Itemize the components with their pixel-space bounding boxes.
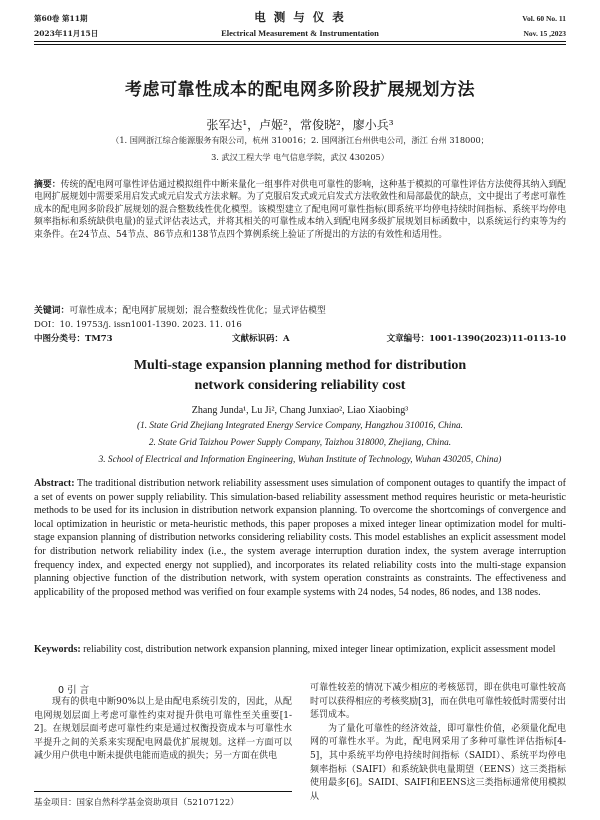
authors-cn: 张军达¹，卢姬²，常俊晓²，廖小兵³ <box>206 118 394 132</box>
affiliation-cn-1: （1. 国网浙江综合能源服务有限公司，杭州 310016；2. 国网浙江台州供电公司，浙江 台州 318000； <box>111 135 489 145</box>
header-journal-en: Electrical Measurement & Instrumentation <box>221 28 379 38</box>
section-heading-intro: 0 引 言 <box>58 685 90 696</box>
authors-en: Zhang Junda¹, Lu Ji², Chang Junxiao², Liao Xiaobing³ <box>191 405 409 416</box>
keywords-cn-label: 关键词： <box>34 306 70 316</box>
intro-right-column <box>310 682 566 804</box>
affiliation-en-3: 3. School of Electrical and Information Engineering, Wuhan Institute of Technology, Wuhan 430205, China) <box>98 455 502 465</box>
header-rule-bottom <box>34 44 566 45</box>
abstract-en <box>34 477 566 599</box>
keywords-en-text: reliability cost, distribution network expansion planning, mixed integer linear optimization, explicit assessment model <box>83 644 556 655</box>
clc-number: 中图分类号：TM73 <box>34 334 113 344</box>
header-volume-cn: 第60卷 第11期 <box>34 14 88 23</box>
keywords-en-label: Keywords: <box>34 644 81 655</box>
paper-title-en-line1: Multi-stage expansion planning method for distribution <box>133 358 467 373</box>
footnote-rule <box>34 791 292 792</box>
document-code: 文献标识码：A <box>232 334 290 344</box>
paper-title-cn: 考虑可靠性成本的配电网多阶段扩展规划方法 <box>125 80 475 100</box>
intro-left-column: 现有的供电中断90%以上是由配电系统引发的，因此，从配电网规划层面上考虑可靠性约束对提升供电可靠性至关重要[1-2]。在规划层面考虑可靠性约束是通过权衡投资成本与可靠性水平提升之间的关系来实现配电网最优扩展规划。这样一方面可以减少用户供电中断未提供电能而造成的损失；另一方面在供电 <box>34 697 292 762</box>
footnote-funding: 基金项目：国家自然科学基金资助项目（52107122） <box>34 798 239 808</box>
header-volume-en: Vol. 60 No. 11 <box>522 14 566 23</box>
abstract-en-label: Abstract: <box>34 478 75 489</box>
intro-right-paragraph-1: 可靠性较差的情况下减少相应的考核惩罚，即在供电可靠性较高时可以获得相应的考核奖励[3]，而在供电可靠性较低时需要付出惩罚成本。 <box>310 683 566 721</box>
abstract-en-text: The traditional distribution network reliability assessment uses simulation of component outages to quantify the impact of a set of events on power supply reliability. This simulation-based reliability assessment method requires heuristic or meta-heuristic methods to be used for its inclusion in distribution network expansion planning. To overcome the shortcomings of convergence and local optimization in heuristic or meta-heuristic methods, this paper proposes a mixed integer linear optimization model for multi-stage expansion planning of distribution networks considering reliability costs. This model establishes an explicit assessment model for distribution network reliability index (i.e., the system average interruption duration index, the system average interruption frequency index, and expected energy not supplied), and incorporates its related reliability costs into the multi-stage expansion planning objective function of the distribution network, with system operation constraints as constraints. The effectiveness and applicability of the proposed method was verified on four example systems with 24 nodes, 54 nodes, 86 nodes, and 138 nodes. <box>34 478 566 598</box>
header-date-en: Nov. 15 ,2023 <box>523 29 566 38</box>
affiliation-en-1: (1. State Grid Zhejiang Integrated Energy Service Company, Hangzhou 310016, China. <box>136 421 464 431</box>
intro-right-paragraph-2: 为了量化可靠性的经济效益，即可靠性价值，必须量化配电网的可靠性水平。为此，配电网采用了多种可靠性评估指标[4-5]，其中系统平均停电持续时间指标（SAIDI）、系统平均停电频率指标（SAIFI）和系统缺供电量期望（EENS）这三类指标使用最多[6]。SAIDI、SAIFI和EENS这三类指标通常使用模拟从 <box>310 723 566 802</box>
header-rule-top <box>34 41 566 42</box>
keywords-cn <box>34 305 566 317</box>
article-number: 文章编号：1001-1390(2023)11-0113-10 <box>386 334 566 344</box>
abstract-cn-text: 传统的配电网可靠性评估通过模拟组件中断来量化一组事件对供电可靠性的影响，这种基于模拟的可靠性评估方法使得其纳入到配电网扩展规划中需要采用启发式或元启发式方法求解。为了克服启发式或元启发式方法收敛性和局部最优的缺点，文中提出了考虑可靠性成本的配电网多阶段扩展规划的混合整数线性优化模型。该模型建立了配电网可靠性指标(即系统平均停电持续时间指标、系统平均停电频率指标和系统缺供电量)的显式评估表达式，并将其相关的可靠性成本纳入到配电网多级扩展规划目标函数中，以系统运行约束等为约束条件。在24节点、54节点、86节点和138节点四个算例系统上验证了所提出的方法的有效性和适用性。 <box>34 180 567 240</box>
keywords-en <box>34 643 566 657</box>
paper-title-en-line2: network considering reliability cost <box>194 378 406 393</box>
doi: DOI：10. 19753/j. issn1001-1390. 2023. 11. 016 <box>34 320 242 330</box>
header-date-cn: 2023年11月15日 <box>34 29 99 38</box>
header-journal-cn: 电 测 与 仪 表 <box>254 10 346 24</box>
affiliation-en-2: 2. State Grid Taizhou Power Supply Company, Taizhou 318000, Zhejiang, China. <box>148 438 452 448</box>
keywords-cn-text: 可靠性成本；配电网扩展规划；混合整数线性优化；显式评估模型 <box>69 306 326 316</box>
affiliation-cn-2: 3. 武汉工程大学 电气信息学院，武汉 430205） <box>211 152 389 162</box>
abstract-cn <box>34 179 566 241</box>
abstract-cn-label: 摘要： <box>34 180 61 190</box>
